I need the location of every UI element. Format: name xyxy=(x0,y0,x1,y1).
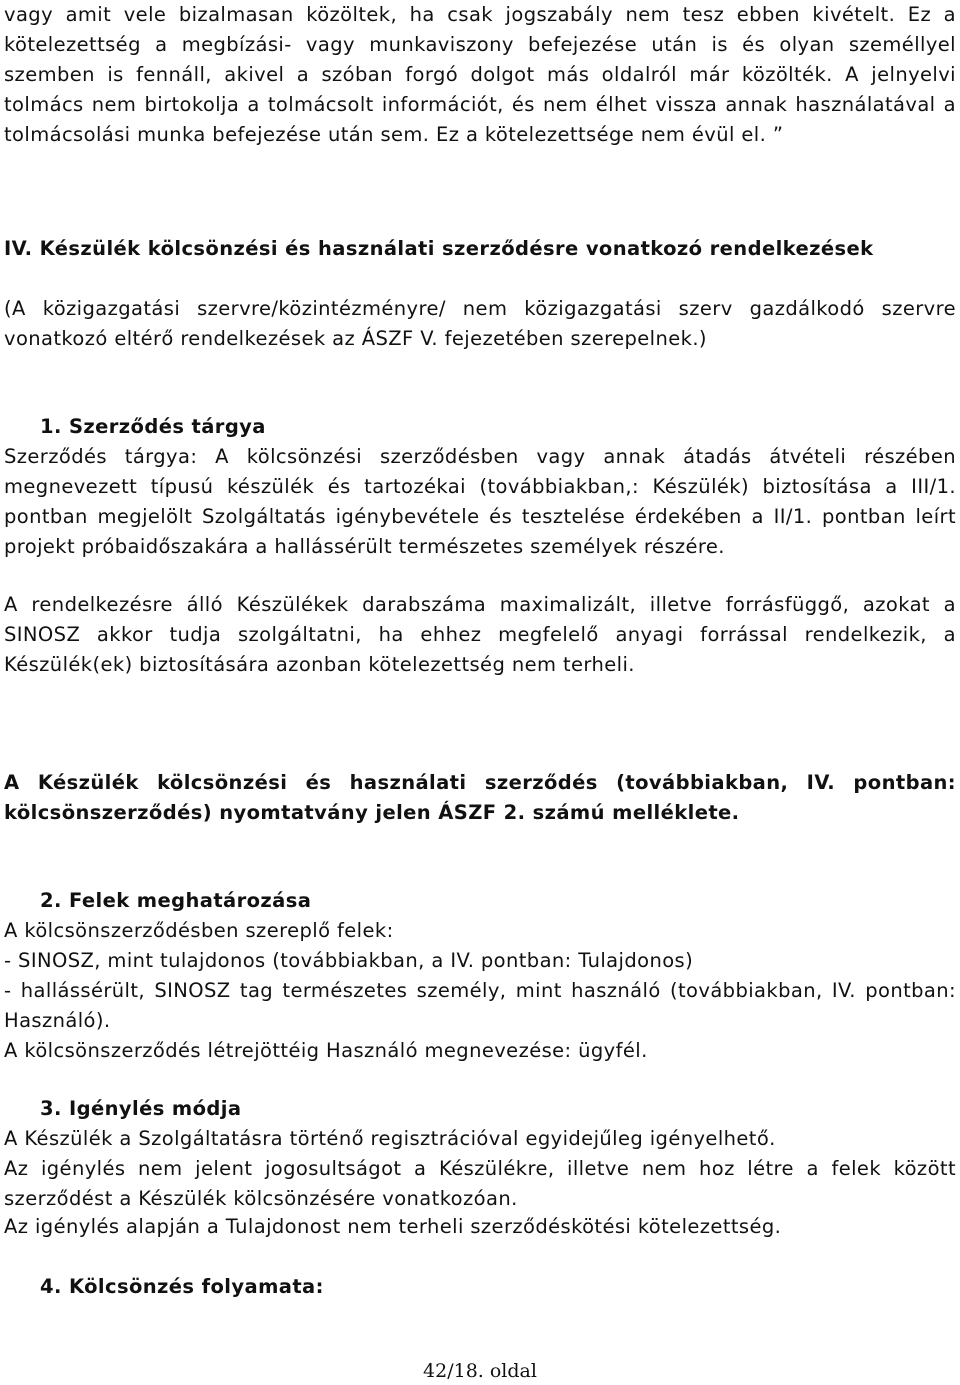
subsection-3-heading: 3. Igénylés módja xyxy=(40,1097,242,1120)
subsection-3-line-2: Az igénylés nem jelent jogosultságot a Készülékre, illetve nem hoz létre a felek között szerződést a Készülék kölcsönzésére vonatkozóan. xyxy=(4,1157,956,1210)
subsection-2-line-2: - SINOSZ, mint tulajdonos (továbbiakban, a IV. pontban: Tulajdonos) xyxy=(4,949,694,972)
subsection-2-line-4: A kölcsönszerződés létrejöttéig Használó megnevezése: ügyfél. xyxy=(4,1039,648,1062)
subsection-2-line-1: A kölcsönszerződésben szereplő felek: xyxy=(4,919,394,942)
subsection-3-line-1: A Készülék a Szolgáltatásra történő regisztrációval egyidejűleg igényelhető. xyxy=(4,1127,776,1150)
intro-paragraph: vagy amit vele bizalmasan közöltek, ha csak jogszabály nem tesz ebben kivételt. Ez a kötelezettség a megbízási- vagy munkaviszony befejezése után is és olyan személlyel szemben is fennáll, akivel a szóban forgó dolgot más oldalról már közölték. A jelnyelvi tolmács nem birtokolja a tolmácsolt információt, és nem élhet vissza annak használatával a tolmácsolási munka befejezése után sem. Ez a kötelezettsége nem évül el. ” xyxy=(4,3,956,146)
contract-note: A Készülék kölcsönzési és használati szerződés (továbbiakban, IV. pontban: kölcsönszerződés) nyomtatvány jelen ÁSZF 2. számú melléklete. xyxy=(4,771,956,824)
subsection-1-heading: 1. Szerződés tárgya xyxy=(40,415,266,438)
subsection-1-paragraph-1: Szerződés tárgya: A kölcsönzési szerződésben vagy annak átadás átvételi részében megnevezett típusú készülék és tartozékai (továbbiakban,: Készülék) biztosítása a III/1. pontban megjelölt Szolgáltatás igénybevétele és tesztelése érdekében a II/1. pontban leírt projekt próbaidőszakára a hallássérült természetes személyek részére. xyxy=(4,445,956,558)
section-iv-note: (A közigazgatási szervre/közintézményre/ nem közigazgatási szerv gazdálkodó szervre vonatkozó eltérő rendelkezések az ÁSZF V. fejezetében szerepelnek.) xyxy=(4,297,956,350)
section-iv-heading: IV. Készülék kölcsönzési és használati szerződésre vonatkozó rendelkezések xyxy=(4,237,874,260)
subsection-2-line-3: - hallássérült, SINOSZ tag természetes személy, mint használó (továbbiakban, IV. pontban: Használó). xyxy=(4,979,956,1032)
subsection-2-heading: 2. Felek meghatározása xyxy=(40,889,312,912)
subsection-1-paragraph-2: A rendelkezésre álló Készülékek darabszáma maximalizált, illetve forrásfüggő, azokat a SINOSZ akkor tudja szolgáltatni, ha ehhez megfelelő anyagi forrással rendelkezik, a Készülék(ek) biztosítására azonban kötelezettség nem terheli. xyxy=(4,593,956,676)
subsection-3-line-3: Az igénylés alapján a Tulajdonost nem terheli szerződéskötési kötelezettség. xyxy=(4,1215,782,1238)
page-number: 42/18. oldal xyxy=(423,1360,537,1382)
subsection-4-heading: 4. Kölcsönzés folyamata: xyxy=(40,1275,324,1298)
